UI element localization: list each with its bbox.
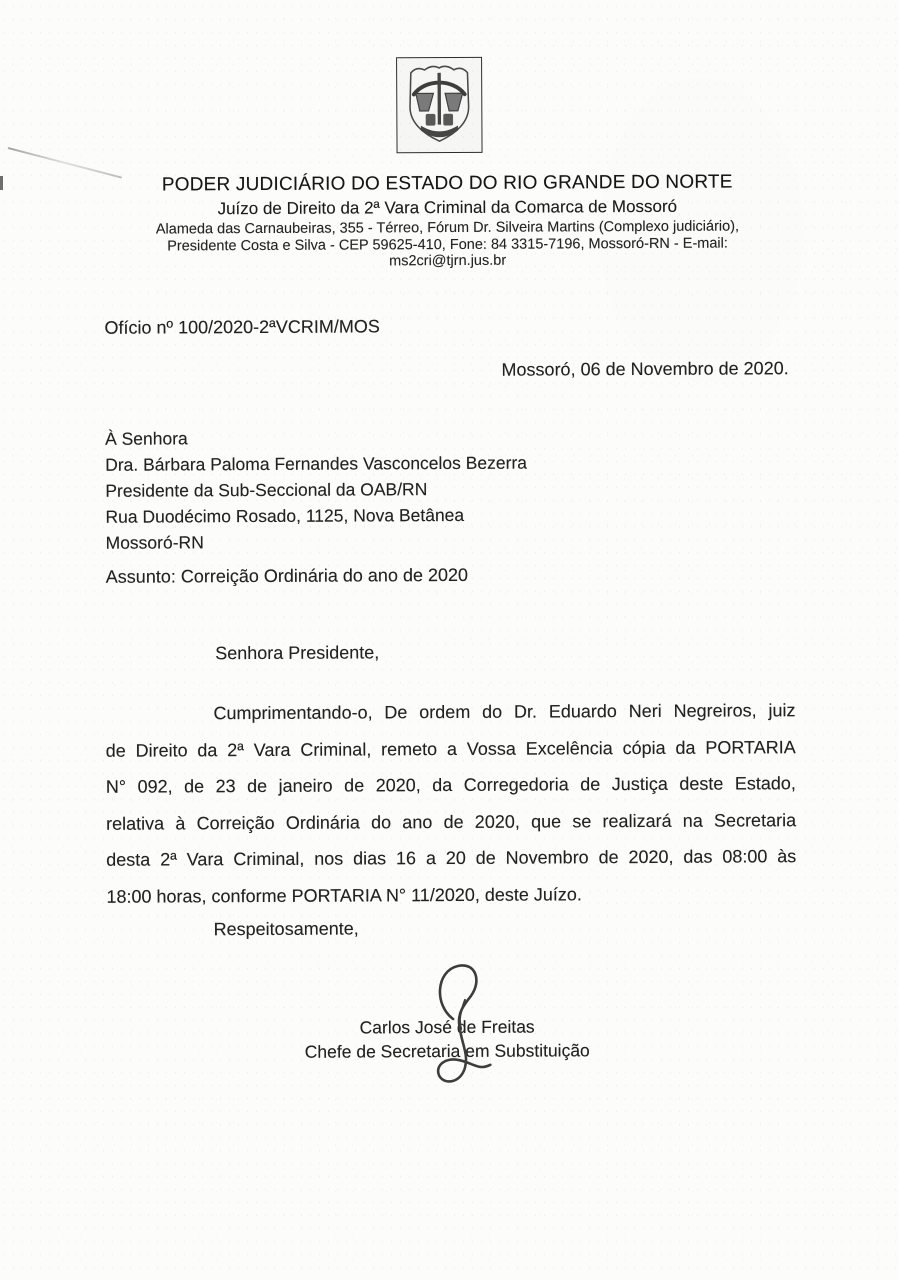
body-line: Cumprimentando-o, De ordem do Dr. Eduardo Neri Negreiros, juiz [213,700,796,724]
closing-phrase: Respeitosamente, [213,918,359,940]
letterhead-address-line1: Alameda das Carnaubeiras, 355 - Térreo, Fórum Dr. Silveira Martins (Complexo judiciário), [155,218,740,238]
letterhead [58,170,837,272]
salutation: Senhora Presidente, [215,642,380,664]
document-reference-number: Ofício nº 100/2020-2ªVCRIM/MOS [104,316,380,338]
coat-of-arms-scales-icon [397,58,481,152]
body-paragraph [105,692,796,915]
court-seal-logo [396,57,483,153]
body-line: 18:00 horas, conforme PORTARIA N° 11/2020, deste Juízo. [106,883,582,907]
signatory-name: Carlos José de Freitas [359,1016,535,1038]
recipient-honorific: À Senhora [104,428,188,449]
signatory-role: Chefe de Secretaria em Substituição [304,1039,590,1062]
letterhead-institution: PODER JUDICIÁRIO DO ESTADO DO RIO GRANDE DO NORTE [161,171,733,196]
place-and-date-line: Mossoró, 06 de Novembro de 2020. [501,358,789,380]
handwritten-signature-flourish [418,961,499,1085]
letterhead-address-line2: Presidente Costa e Silva - CEP 59625-410, Fone: 84 3315-7196, Mossoró-RN - E-mail: [167,235,728,254]
body-line: relativa à Correição Ordinária do ano de 2020, que se realizará na Secretaria [106,809,797,834]
letterhead-email: ms2cri@tjrn.jus.br [389,252,507,270]
subject-line: Assunto: Correição Ordinária do ano de 2020 [105,564,469,587]
recipient-street-address: Rua Duodécimo Rosado, 1125, Nova Betânea [105,504,465,527]
body-line: desta 2ª Vara Criminal, nos dias 16 a 20 de Novembro de 2020, das 08:00 às [106,846,797,870]
body-line: de Direito da 2ª Vara Criminal, remeto a Vossa Excelência cópia da PORTARIA [105,736,796,761]
body-line: N° 092, de 23 de janeiro de 2020, da Corregedoria de Justiça deste Estado, [105,773,796,797]
recipient-name: Dra. Bárbara Paloma Fernandes Vasconcelos Bezerra [105,452,528,475]
recipient-block [105,424,528,556]
recipient-city: Mossoró-RN [105,532,204,553]
recipient-title: Presidente da Sub-Seccional da OAB/RN [105,479,428,501]
letterhead-court: Juízo de Direito da 2ª Vara Criminal da Comarca de Mossoró [217,196,678,219]
